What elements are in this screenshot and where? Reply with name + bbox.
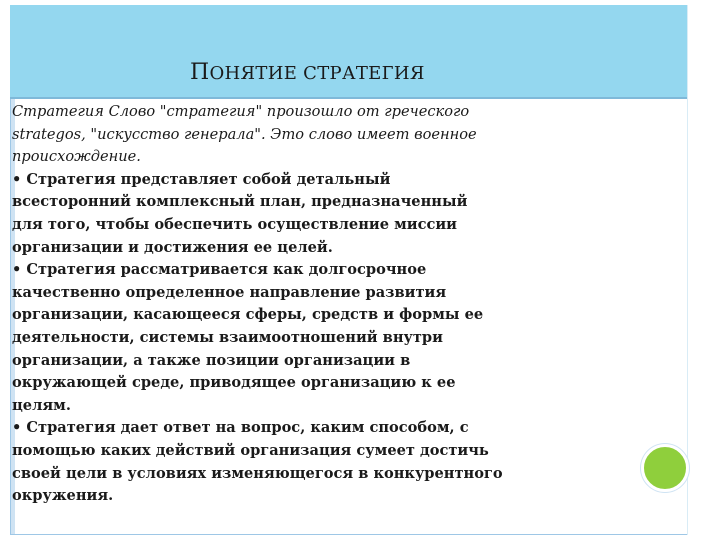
right-stripe: [687, 5, 708, 535]
bullet-line: целям.: [12, 396, 71, 414]
slide-title-cap: П: [190, 60, 210, 85]
bullet-line: • Стратегия представляет собой детальный: [12, 170, 391, 188]
slide-title-rest: ОНЯТИЕ СТРАТЕГИЯ: [209, 63, 425, 84]
title-divider: [10, 97, 687, 99]
bullet-line: деятельности, системы взаимоотношений внутри: [12, 328, 443, 346]
intro-line: происхождение.: [12, 148, 141, 166]
intro-line: Стратегия Слово "стратегия" произошло от греческого: [12, 103, 470, 120]
bullet-line: всесторонний комплексный план, предназначенный: [12, 193, 468, 211]
slide-content: [12, 101, 632, 508]
bullet-answer: [12, 417, 632, 507]
intro-paragraph: [12, 101, 632, 169]
bullet-line: окружающей среде, приводящее организацию к ее: [12, 374, 456, 392]
bullet-line: для того, чтобы обеспечить осуществление миссии: [12, 215, 458, 233]
bullet-line: • Стратегия рассматривается как долгосрочное: [12, 261, 427, 279]
bullet-line: своей цели в условиях изменяющегося в конкурентного: [12, 464, 503, 482]
bullet-direction: [12, 259, 632, 417]
bullet-line: организации, а также позиции организации в: [12, 351, 411, 369]
bullet-line: организации и достижения ее целей.: [12, 238, 333, 256]
green-circle-decoration: [641, 444, 689, 492]
bullet-plan: [12, 169, 632, 259]
bullet-line: • Стратегия дает ответ на вопрос, каким способом, с: [12, 419, 469, 437]
bullet-line: качественно определенное направление развития: [12, 283, 447, 301]
intro-line: strategos, "искусство генерала". Это слово имеет военное: [12, 125, 477, 143]
bullet-line: организации, касающееся сферы, средств и формы ее: [12, 306, 484, 324]
slide-title: [190, 60, 425, 85]
bullet-line: окружения.: [12, 487, 114, 505]
bullet-line: помощью каких действий организация сумеет достичь: [12, 441, 489, 459]
